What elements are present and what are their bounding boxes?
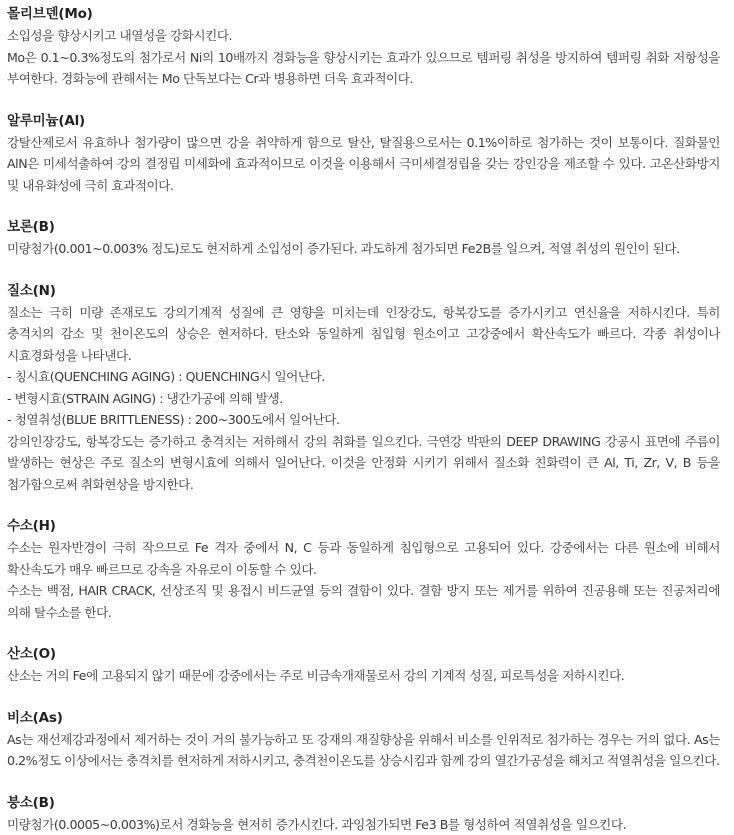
section [7,516,720,623]
section-body [7,665,720,687]
section-body [7,729,720,772]
section-title: 비소(As) [7,708,720,729]
section [7,4,720,90]
paragraph: 미량첨가(0.0005~0.003%)로서 경화능을 현저히 증가시킨다. 과잉첨가되면 Fe3 B를 형성하여 적열취성을 일으킨다. [7,814,720,835]
section-title: 붕소(B) [7,793,720,814]
section-title: 산소(O) [7,644,720,665]
section [7,217,720,260]
section-title: 몰리브덴(Mo) [7,4,720,25]
paragraph: Mo은 0.1~0.3%정도의 첨가로서 Ni의 10배까지 경화능을 향상시키는 효과가 있으므로 템퍼링 취성을 방지하여 템퍼링 취화 저항성을 부여한다. 경화능에 관해서는 Mo 단독보다는 Cr과 병용하면 더욱 효과적이다. [7,47,720,90]
section [7,793,720,835]
paragraph: - 청열취성(BLUE BRITTLENESS) : 200~300도에서 일어난다. [7,409,720,431]
paragraph: - 변형시효(STRAIN AGING) : 냉간가공에 의해 발생. [7,388,720,410]
paragraph: As는 재선제강과정에서 제거하는 것이 거의 불가능하고 또 강재의 재질향상을 위해서 비소를 인위적로 첨가하는 경우는 거의 없다. As는 0.2%정도 이상에서는 충격치를 현저하게 저하시키고, 충격천이온도를 상승시킴과 함께 강의 열간가공성을 해치고 적열취성을 일으킨다. [7,729,720,772]
paragraph: 산소는 거의 Fe에 고용되지 않기 때문에 강중에서는 주로 비금속개재물로서 강의 기계적 성질, 피로특성을 저하시킨다. [7,665,720,687]
section-body [7,25,720,90]
paragraph: 질소는 극히 미량 존재로도 강의기계적 성질에 큰 영향을 미치는데 인장강도, 항복강도를 증가시키고 연신율을 저하시킨다. 특히 충격치의 감소 및 천이온도의 상승은 현저하다. 탄소와 동일하게 침입형 원소이고 고강중에서 확산속도가 빠르다. 각종 취성이나 시효경화성을 나타낸다. [7,302,720,367]
paragraph: 소입성을 향상시키고 내열성을 강화시킨다. [7,25,720,47]
paragraph: 미량첨가(0.001~0.003% 정도)로도 현저하게 소입성이 증가된다. 과도하게 첨가되면 Fe2B를 일으켜, 적열 취성의 원인이 된다. [7,238,720,260]
section [7,111,720,197]
section-title: 수소(H) [7,516,720,537]
paragraph: 강탈산제로서 유효하나 첨가량이 많으면 강을 취약하게 함으로 탈산, 탈질용으로서는 0.1%이하로 첨가하는 것이 보통이다. 질화물인 AlN은 미세석출하여 강의 결정립 미세화에 효과적이므로 이것을 이용해서 극미세결정립을 갖는 강인강을 제조할 수 있다. 고온산화방지 및 내유화성에 극히 효과적이다. [7,132,720,197]
section-title: 알루미늄(Al) [7,111,720,132]
section-body [7,814,720,835]
paragraph: 강의인장강도, 항복강도는 증가하고 충격치는 저하해서 강의 취화를 일으킨다. 극연강 박판의 DEEP DRAWING 강공시 표면에 주름이 발생하는 현상은 주로 질소의 변형시효에 의해서 일어난다. 이것을 안정화 시키기 위해서 질소화 친화력이 큰 Al, Ti, Zr, V, B 등을 첨가함으로써 취화현상을 방지한다. [7,431,720,496]
paragraph: - 칭시효(QUENCHING AGING) : QUENCHING시 일어난다. [7,366,720,388]
section-body [7,302,720,496]
section [7,281,720,496]
section-body [7,537,720,623]
section-body [7,132,720,197]
section-title: 질소(N) [7,281,720,302]
section-title: 보론(B) [7,217,720,238]
section-body [7,238,720,260]
section [7,708,720,772]
section [7,644,720,687]
paragraph: 수소는 백점, HAIR CRACK, 선상조직 및 용접시 비드균열 등의 결함이 있다. 결함 방지 또는 제거를 위하여 진공용해 또는 진공처리에 의해 탈수소를 한다. [7,580,720,623]
paragraph: 수소는 원자반경이 극히 작으므로 Fe 격자 중에서 N, C 등과 동일하게 침입형으로 고용되어 있다. 강중에서는 다른 원소에 비해서 확산속도가 매우 빠르므로 강속을 자유로이 이동할 수 있다. [7,537,720,580]
